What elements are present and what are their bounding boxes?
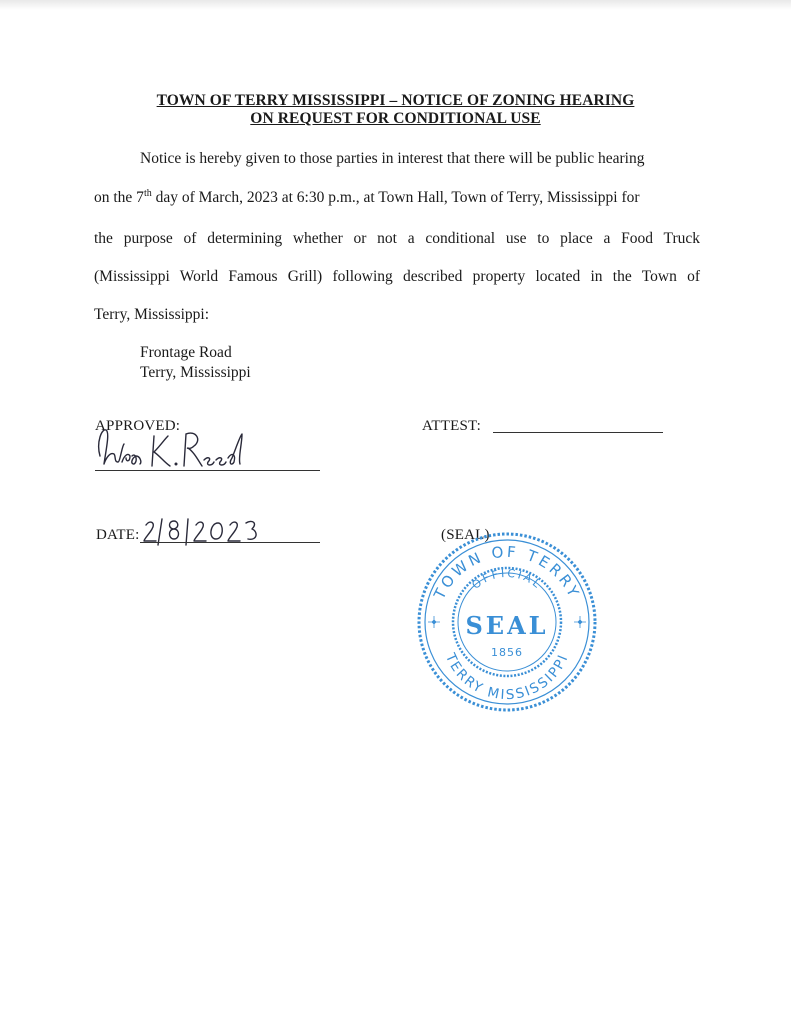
- ordinal-suffix: th: [143, 188, 152, 199]
- official-seal: [412, 522, 602, 722]
- attest-label: ATTEST:: [422, 418, 481, 434]
- date-label: DATE:: [96, 527, 140, 543]
- notice-paragraph-line1: Notice is hereby given to those parties in interest that there will be public hearing: [140, 150, 645, 167]
- approved-signature-line: [95, 470, 320, 471]
- approved-label: APPROVED:: [95, 418, 181, 434]
- approved-signature: [92, 422, 262, 474]
- seal-inner-text: OFFICIAL: [469, 566, 545, 592]
- notice-paragraph-line5: Terry, Mississippi:: [94, 306, 210, 323]
- notice-title-line1: TOWN OF TERRY MISSISSIPPI – NOTICE OF ZONING HEARING: [156, 92, 635, 109]
- seal-year: 1856: [491, 646, 523, 659]
- notice-title-line2: ON REQUEST FOR CONDITIONAL USE: [250, 110, 541, 127]
- seal-label: (SEAL): [441, 527, 490, 543]
- notice-paragraph-line4: (Mississippi World Famous Grill) following described property located in the Town of: [94, 268, 700, 285]
- seal-center-text: SEAL: [465, 611, 549, 640]
- date-line: [140, 542, 320, 543]
- notice-line2-start: on the 7: [94, 189, 144, 207]
- address-line1: Frontage Road: [140, 344, 232, 361]
- scan-edge: [0, 0, 791, 10]
- seal-outer-bottom-text: TERRY MISSISSIPPI: [441, 650, 573, 704]
- address-line2: Terry, Mississippi: [140, 364, 251, 381]
- notice-line2-end: day of March, 2023 at 6:30 p.m., at Town Hall, Town of Terry, Mississippi for: [151, 189, 640, 207]
- notice-paragraph-line3: the purpose of determining whether or not a conditional use to place a Food Truck: [94, 230, 700, 247]
- attest-signature-line: [493, 432, 663, 433]
- notice-paragraph-line2: [94, 188, 640, 207]
- seal-outer-top-text: TOWN OF TERRY: [430, 542, 584, 603]
